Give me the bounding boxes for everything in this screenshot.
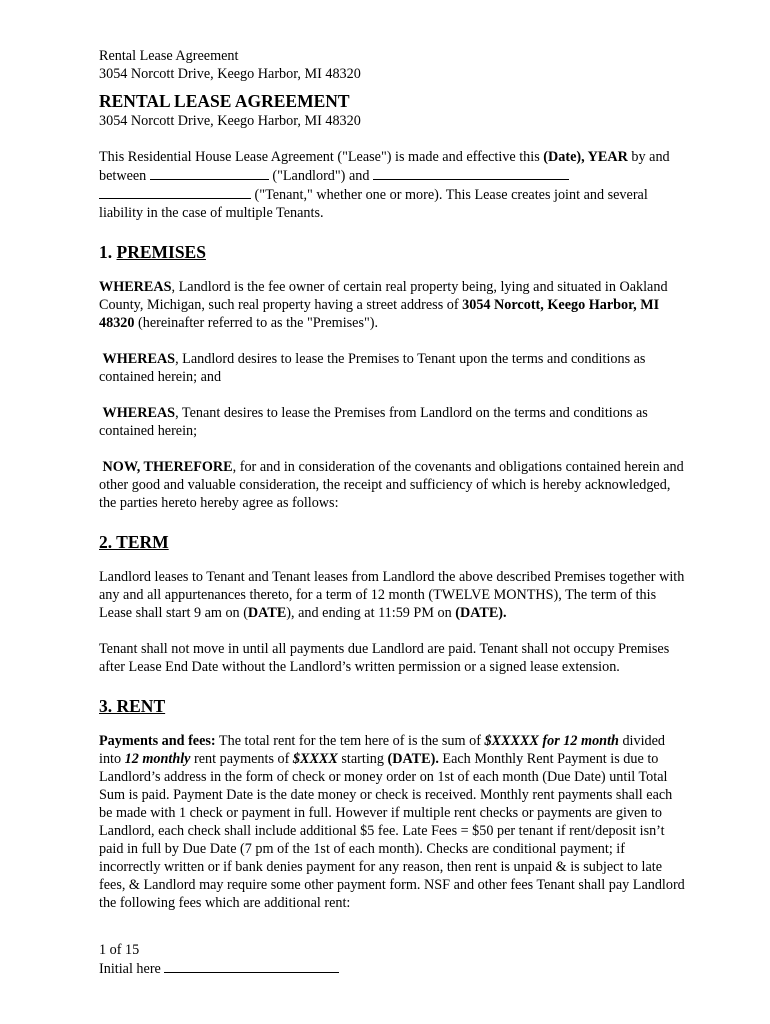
intro-text-1: This Residential House Lease Agreement ("Lease") is made and effective this <box>99 149 544 165</box>
rent-text-1: The total rent for the tem here of is the sum of <box>215 733 485 749</box>
section-number: 1. <box>99 242 117 262</box>
whereas-2: WHEREAS <box>102 351 176 367</box>
term-text-1: Landlord leases to Tenant and Tenant leases from Landlord the above described Premises together with any and all appurtenances thereto, for a term of 12 month (TWELVE MONTHS), The term of this Lease shall start 9 am on ( <box>99 569 685 621</box>
premises-paragraph-4 <box>99 458 689 512</box>
section-rent-heading <box>99 696 689 716</box>
premises-address: 3054 Norcott, Keego Harbor, MI 48320 <box>99 297 660 331</box>
premises-text-1: , Landlord is the fee owner of certain real property being, lying and situated in Oakland County, Michigan, such real property having a street address of <box>99 279 668 313</box>
intro-text-3: ("Landlord") and <box>268 168 373 184</box>
term-end-date: (DATE). <box>455 605 507 621</box>
premises-text-5: , for and in consideration of the covenants and obligations contained herein and other good and valuable consideration, the receipt and sufficiency of which is hereby acknowledged, the parties hereto hereby agree as follows: <box>99 459 684 511</box>
premises-paragraph-2 <box>99 350 689 386</box>
term-paragraph-1 <box>99 568 689 622</box>
total-rent-amount: $XXXXX for 12 month <box>484 733 619 749</box>
section-term-heading <box>99 532 689 552</box>
header-doc-name: Rental Lease Agreement <box>99 48 239 64</box>
now-therefore: NOW, THEREFORE <box>102 459 233 475</box>
premises-text-4: , Tenant desires to lease the Premises from Landlord on the terms and conditions as contained herein; <box>99 405 648 439</box>
rent-start-date: (DATE). <box>387 751 439 767</box>
whereas-3: WHEREAS <box>102 405 176 421</box>
intro-text-2: by and between <box>99 149 670 184</box>
initial-label: Initial here <box>99 961 165 977</box>
whereas-1: WHEREAS <box>99 279 172 295</box>
rent-text-4: starting <box>337 751 388 767</box>
property-address: 3054 Norcott Drive, Keego Harbor, MI 48320 <box>99 113 361 129</box>
rent-paragraph <box>99 732 689 912</box>
landlord-name-blank[interactable] <box>150 166 269 180</box>
initial-line <box>99 959 339 978</box>
page-footer <box>99 941 339 978</box>
section-title: PREMISES <box>116 242 206 262</box>
rent-text-2: divided into <box>99 733 666 767</box>
premises-text-3: , Landlord desires to lease the Premises to Tenant upon the terms and conditions as contained herein; and <box>99 351 646 385</box>
document-title: RENTAL LEASE AGREEMENT <box>99 91 350 111</box>
rent-text-5: Each Monthly Rent Payment is due to Landlord’s address in the form of check or money order on 1st of each month (Due Date) until Total Sum is paid. Payment Date is the date money or check is received. Monthly rent payments shall each be made with 1 check or payment in full. However if multiple rent checks or payments are given to Landlord, each check shall include additional $5 fee. Late Fees = $50 per tenant if rent/deposit isn’t paid in full by Due Date (7 pm of the 1st of each month). Checks are conditional payment; if incorrectly written or if bank denies payment for any reason, then rent is unpaid & is subject to late fees, & Landlord may require some other payment form. NSF and other fees Tenant shall pay Landlord the following fees which are additional rent: <box>99 751 685 911</box>
intro-text-4: ("Tenant," whether one or more). This Lease creates joint and several liability in the case of multiple Tenants. <box>99 187 648 221</box>
document-page <box>99 47 689 912</box>
premises-paragraph-1 <box>99 278 689 332</box>
intro-date-year: (Date), YEAR <box>543 149 628 165</box>
section-title: 2. TERM <box>99 532 169 552</box>
term-start-date: DATE <box>247 605 287 621</box>
running-header <box>99 47 689 83</box>
section-title: 3. RENT <box>99 696 166 716</box>
intro-paragraph <box>99 148 689 222</box>
section-premises-heading <box>99 242 689 262</box>
tenant-name-blank-2[interactable] <box>99 185 251 199</box>
payments-fees-label: Payments and fees: <box>99 733 216 749</box>
rent-text-3: rent payments of <box>190 751 293 767</box>
tenant-name-blank-1[interactable] <box>373 166 569 180</box>
premises-text-2: (hereinafter referred to as the "Premises"). <box>134 315 379 331</box>
payment-count: 12 monthly <box>124 751 191 767</box>
term-paragraph-2: Tenant shall not move in until all payments due Landlord are paid. Tenant shall not occupy Premises after Lease End Date without the Landlord’s written permission or a signed lease extension. <box>99 641 670 675</box>
term-text-2: ), and ending at 11:59 PM on <box>286 605 456 621</box>
initial-blank[interactable] <box>164 959 339 973</box>
page-number: 1 of 15 <box>99 942 140 958</box>
header-address: 3054 Norcott Drive, Keego Harbor, MI 48320 <box>99 66 361 82</box>
monthly-amount: $XXXX <box>292 751 338 767</box>
premises-paragraph-3 <box>99 404 689 440</box>
